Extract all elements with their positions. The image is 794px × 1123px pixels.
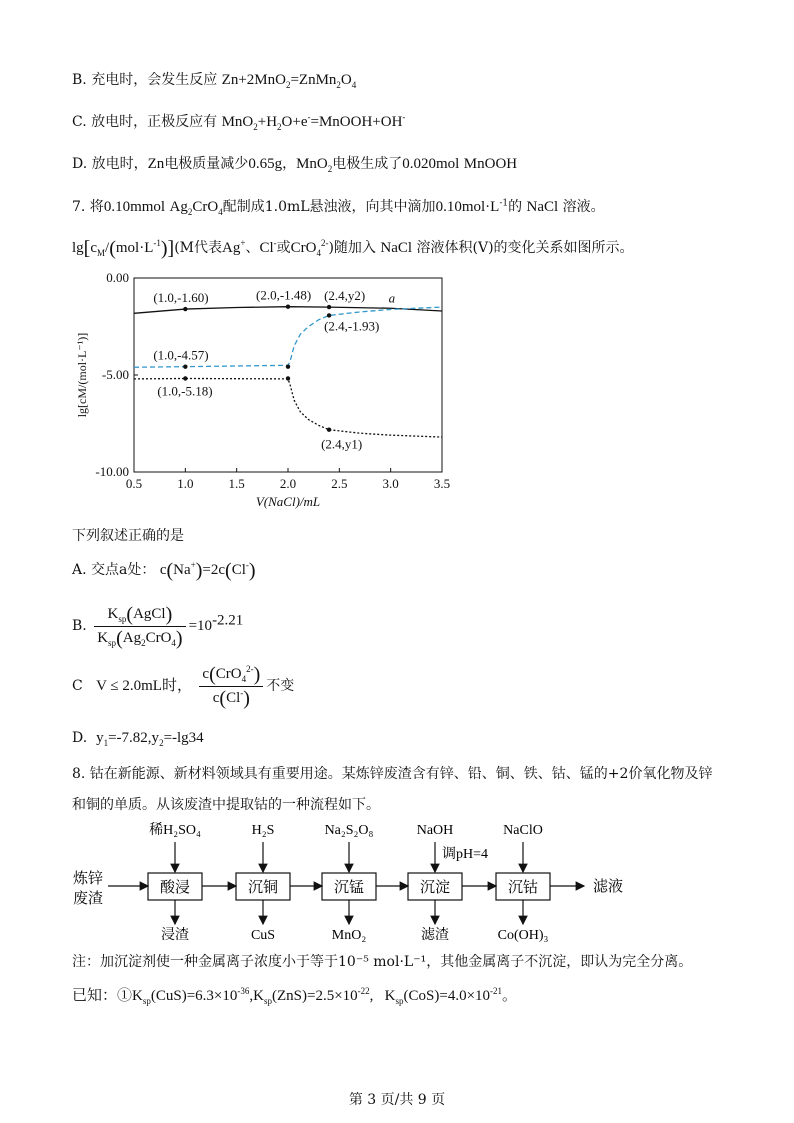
x-axis-label: V(NaCl)/mL: [255, 494, 321, 509]
ph-note: 调pH=4: [442, 847, 489, 862]
option-label: A. 交点a处：: [72, 562, 156, 578]
equation: c(Na+)=2c(Cl-): [159, 559, 256, 582]
label: 已知：①: [72, 988, 133, 1004]
output-residue: 浸渣: [161, 928, 189, 943]
conc: 0.10: [435, 199, 462, 215]
text: 8. 钴在新能源、新材料领域具有重要用途。某炼锌废渣含有锌、铅、铜、铁、钴、锰的+2价氧化物及锌: [72, 766, 713, 782]
q8-note: [72, 952, 692, 972]
data-point: [327, 305, 331, 309]
var: y: [96, 730, 104, 746]
q7-option-b: [72, 604, 243, 648]
x-tick-label: 3.0: [382, 476, 399, 491]
ksp-zns: =2.5×10: [307, 988, 358, 1004]
unit: mmol: [130, 199, 166, 215]
q7-option-a: [72, 560, 256, 581]
q7-description: $\lg[c_M/(mol\cdot L^{-1})](M$代表Ag+、Cl-或CrO$_4^{2-}$)随加入 NaCl 溶液体积(V)的变化关系如图所示。: [72, 237, 634, 260]
value: =10: [188, 618, 213, 635]
exp: -36: [237, 986, 250, 996]
punct: 。: [502, 988, 518, 1004]
note-text: 注：加沉淀剂使一种金属离子浓度小于等于10⁻⁵ mol·L⁻¹，其他金属离子不沉淀，即认为完全分离。: [72, 954, 693, 970]
data-point: [286, 364, 290, 368]
reagent-na2s2o8: Na₂S₂O₈: [324, 823, 374, 838]
reaction-equation: $MnO_2+H_2O+e^-=MnOOH+OH^-$: [221, 112, 406, 132]
q6-option-d: D. 放电时，Zn电极质量减少0.65g，MnO$_2$电极生成了0.020mol MnOOH: [72, 156, 518, 174]
condition: V ≤ 2.0mL时，: [96, 678, 192, 695]
data-point: [286, 305, 290, 309]
x-tick-label: 1.0: [177, 476, 194, 491]
y-axis-label: lg[cM/(mol·L⁻¹)]: [75, 332, 89, 418]
data-point: [286, 376, 290, 380]
svg-text:沉淀: 沉淀: [419, 880, 451, 896]
svg-text:酸浸: 酸浸: [159, 880, 191, 896]
page-footer: 第 3 页/共 9 页: [348, 1092, 446, 1108]
question-number: 7. 将: [72, 199, 104, 215]
ksp-ratio: $\frac{K_{sp}(AgCl)}{K_{sp}(Ag_2CrO_4)}$: [94, 604, 185, 648]
x-tick-label: 2.0: [279, 476, 297, 491]
step-precipitate: [408, 873, 462, 900]
y-quantity: $\lg[c_M/(mol\cdot L^{-1})]$: [72, 237, 175, 260]
option-label: D. 放电时，: [72, 156, 148, 172]
text: 配制成1.0mL悬浊液，向其中滴加: [222, 199, 436, 215]
text: 电极生成了: [332, 156, 403, 172]
process-flow-diagram: [60, 818, 700, 948]
mass-value: 0.65g: [248, 156, 283, 172]
text: 、: [245, 240, 260, 256]
svg-text:沉钴: 沉钴: [507, 880, 539, 896]
step-co-precip: [496, 873, 550, 900]
q7-question: [72, 526, 184, 546]
step-mn-precip: [322, 873, 376, 900]
text: 溶液。: [562, 199, 605, 215]
point-label: (2.4,y2): [324, 288, 366, 304]
option-label: D.: [72, 730, 88, 746]
value: =-7.82,y: [108, 730, 160, 746]
data-point: [183, 307, 187, 311]
reagent-naoh: NaOH: [416, 823, 454, 838]
amount-value: 0.020: [402, 156, 436, 172]
exp: -22: [357, 986, 370, 996]
exponent: -2.21: [212, 612, 244, 629]
option-label: C. 放电时，正极反应有: [72, 114, 218, 130]
point-label: (1.0,-4.57): [153, 347, 209, 363]
q7-option-c: [72, 664, 294, 708]
option-label: B.: [72, 618, 87, 635]
step-cu-precip: [236, 873, 290, 900]
reagent-h2so4: 稀H₂SO₄: [149, 823, 201, 838]
q7-option-d: D. $y_1=-7.82,y_2=-\lg 34$: [72, 730, 204, 748]
reaction-equation: $Zn+2MnO_2=ZnMn_2O_4$: [221, 72, 357, 90]
svg-text:沉铜: 沉铜: [247, 880, 279, 896]
text: 电极质量减少: [164, 156, 249, 172]
text: 的: [508, 199, 523, 215]
data-point: [327, 428, 331, 432]
exp: -21: [490, 986, 503, 996]
start-material-top: 炼锌: [72, 871, 104, 887]
output-filter-residue: 滤渣: [421, 928, 449, 943]
ksp-cus: =6.3×10: [186, 988, 238, 1004]
data-point: [327, 313, 331, 317]
end-filtrate: 滤液: [592, 879, 624, 895]
start-material-bottom: 废渣: [72, 891, 104, 907]
x-tick-label: 3.5: [433, 476, 451, 491]
data-point: [183, 376, 187, 380]
x-tick-label: 2.5: [331, 476, 348, 491]
reagent-h2s: H₂S: [251, 823, 275, 838]
point-label: (2.0,-1.48): [256, 287, 312, 303]
reagent-naclo: NaClO: [503, 823, 543, 838]
amount: 0.10: [103, 199, 131, 215]
x-tick-label: 1.5: [228, 476, 245, 491]
point-label: (1.0,-1.60): [153, 290, 209, 306]
point-label: (2.4,y1): [321, 436, 363, 452]
text: 和铜的单质。从该废渣中提取钴的一种流程如下。: [72, 797, 380, 813]
x-tick-label: 0.5: [125, 476, 143, 491]
q8-stem-line1: [72, 764, 712, 784]
text: 溶液体积(V)的变化关系如图所示。: [416, 240, 634, 256]
q8-known: 已知：$①K_{sp}(CuS)=6.3\times 10^{-36},K_{sp}(ZnS)=2.5\times 10^{-22}$, $K_{sp}(CoS)=4.0\times 10^{-21}$。: [72, 986, 518, 1006]
q6-option-c: [72, 112, 405, 132]
point-label: (1.0,-5.18): [157, 383, 213, 399]
conc-ratio: $\frac{c(CrO_4^{2-})}{c(Cl^-)}$: [199, 664, 263, 708]
unit: mol: [435, 156, 460, 172]
output-mno2: MnO₂: [331, 928, 367, 943]
q6-option-b: [72, 70, 356, 90]
question-text: 下列叙述正确的是: [72, 528, 184, 544]
step-acid-leach: [148, 873, 202, 900]
text: 或: [276, 240, 291, 256]
svg-text:沉锰: 沉锰: [333, 880, 365, 896]
point-label: (2.4,-1.93): [324, 318, 380, 334]
y-tick-label: -5.00: [101, 367, 129, 382]
output-cus: CuS: [250, 928, 276, 943]
q8-stem-line2: [72, 795, 380, 815]
text: (M代表: [174, 240, 223, 256]
y-tick-label: -10.00: [95, 464, 129, 479]
data-point: [183, 364, 187, 368]
y-tick-label: 0.00: [106, 270, 129, 285]
titration-chart: [72, 268, 462, 518]
option-label: B. 充电时，会发生反应: [72, 72, 218, 88]
q7-stem: 7. 将0.10mmol $Ag_2CrO_4$配制成1.0mL悬浊液，向其中滴加$0.10mol\cdot L^{-1}$的 NaCl 溶液。: [72, 198, 605, 217]
unit: mol·L: [461, 199, 500, 215]
value: =-lg34: [163, 730, 204, 746]
text: )随加入: [328, 240, 376, 256]
point-label: a: [388, 290, 396, 306]
output-cooh3: Co(OH)₃: [497, 928, 549, 943]
option-label: C: [72, 678, 83, 695]
ksp-cos: =4.0×10: [439, 988, 491, 1004]
text: 不变: [266, 678, 295, 695]
